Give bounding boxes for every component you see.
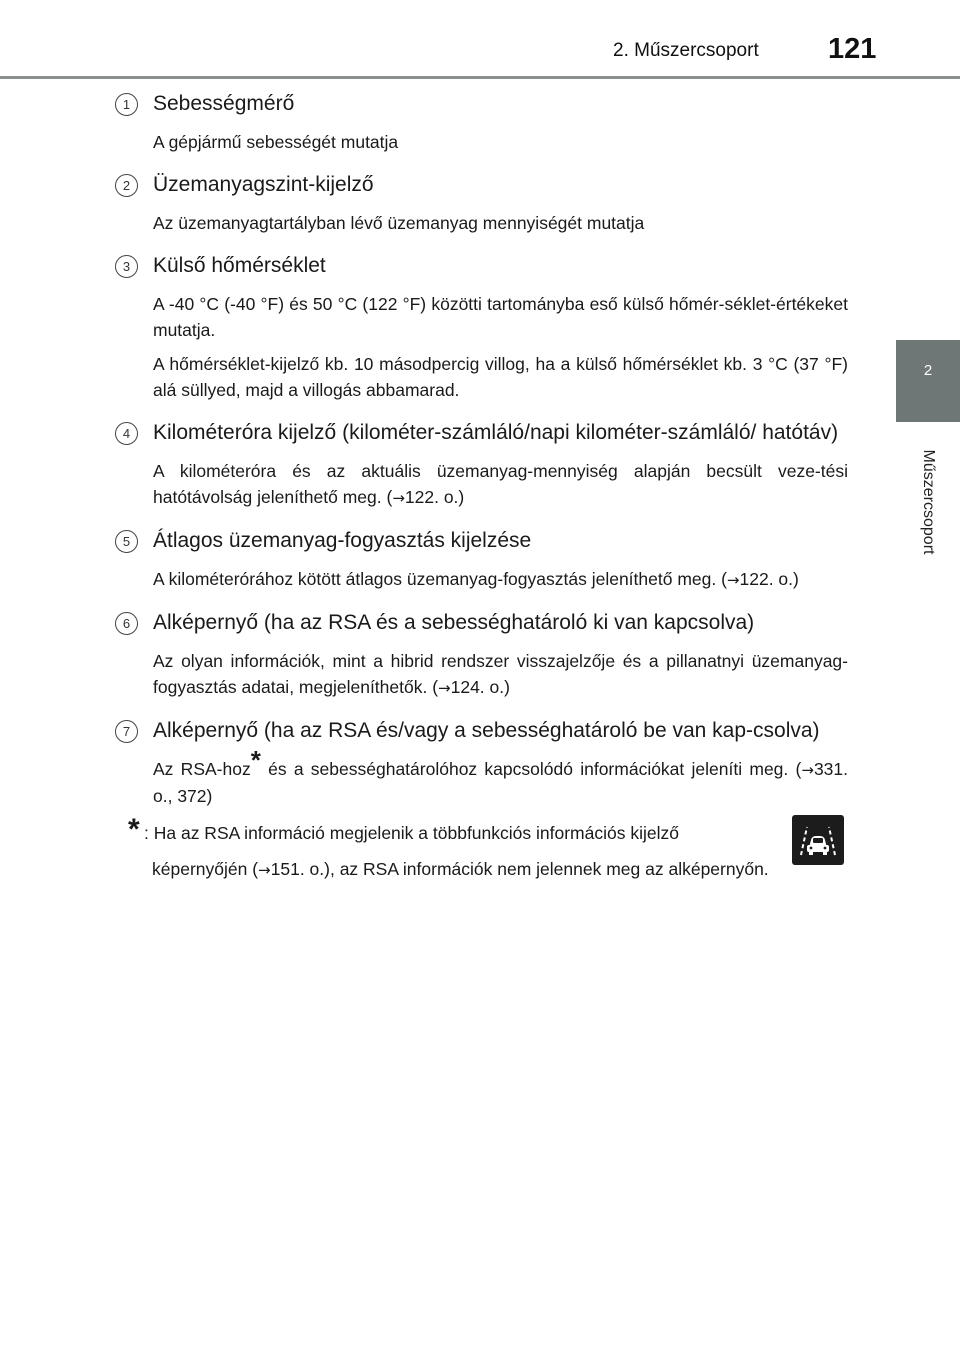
page-reference-link[interactable]: 331. o., 372) bbox=[153, 759, 848, 806]
item-number-badge: 3 bbox=[115, 255, 138, 278]
arrow-icon: → bbox=[801, 761, 814, 779]
footnote-marker: * bbox=[250, 745, 261, 775]
footnote-star: * bbox=[128, 813, 140, 846]
arrow-icon: → bbox=[438, 679, 451, 697]
page-reference-link[interactable]: 122. o.) bbox=[739, 569, 799, 589]
item-title: Alképernyő (ha az RSA és/vagy a sebességhatároló be van kap-csolva) bbox=[153, 719, 820, 742]
item-description: A kilométerórához kötött átlagos üzemanyag-fogyasztás jeleníthető meg. (→122. o.) bbox=[153, 569, 799, 589]
header-section-title: 2. Műszercsoport bbox=[613, 40, 759, 61]
footnote bbox=[128, 815, 845, 888]
side-tab-label bbox=[896, 430, 960, 570]
footnote-line: : Ha az RSA információ megjelenik a többfunkciós információs kijelző bbox=[144, 823, 679, 843]
item-number-badge: 2 bbox=[115, 174, 138, 197]
footnote-body: képernyőjén (→151. o.), az RSA információk nem jelennek meg az alképernyőn. bbox=[152, 859, 769, 879]
item-description: A -40 °C (-40 °F) és 50 °C (122 °F) közötti tartományba eső külső hőmér-séklet-értékeket mutatja. bbox=[153, 294, 848, 340]
side-tab-label-text: Műszercsoport bbox=[920, 449, 937, 555]
side-tab-number: 2 bbox=[896, 340, 960, 422]
item-description: Az RSA-hoz* és a sebességhatárolóhoz kapcsolódó információkat jeleníti meg. (→331. o., 372) bbox=[153, 745, 848, 806]
list-item bbox=[115, 417, 848, 511]
item-description: A gépjármű sebességét mutatja bbox=[153, 132, 399, 152]
item-number-badge: 5 bbox=[115, 530, 138, 553]
page-number: 121 bbox=[828, 33, 877, 65]
item-title: Átlagos üzemanyag-fogyasztás kijelzése bbox=[153, 529, 532, 552]
item-description: Az üzemanyagtartályban lévő üzemanyag mennyiségét mutatja bbox=[153, 213, 645, 233]
list-item bbox=[115, 250, 848, 403]
item-title: Alképernyő (ha az RSA és a sebességhatároló ki van kapcsolva) bbox=[153, 611, 755, 634]
item-title: Sebességmérő bbox=[153, 92, 295, 115]
arrow-icon: → bbox=[392, 489, 405, 507]
item-number-badge: 1 bbox=[115, 93, 138, 116]
item-number-badge: 4 bbox=[115, 422, 138, 445]
list-item bbox=[115, 169, 848, 236]
lane-car-icon bbox=[792, 815, 844, 865]
list-item bbox=[115, 88, 848, 155]
header-rule bbox=[0, 76, 960, 79]
list-item bbox=[115, 525, 848, 593]
list-item bbox=[115, 715, 848, 809]
item-number-badge: 7 bbox=[115, 720, 138, 743]
item-number-badge: 6 bbox=[115, 612, 138, 635]
item-title: Kilométeróra kijelző (kilométer-számláló/napi kilométer-számláló/ hatótáv) bbox=[153, 421, 839, 444]
item-description: A kilométeróra és az aktuális üzemanyag-mennyiség alapján becsült veze-tési hatótávolság jeleníthető meg. (→122. o.) bbox=[153, 461, 848, 507]
item-description: A hőmérséklet-kijelző kb. 10 másodpercig villog, ha a külső hőmérséklet kb. 3 °C (37 °F) alá süllyed, majd a villogás abbamarad. bbox=[153, 354, 848, 400]
page-reference-link[interactable]: 122. o.) bbox=[404, 487, 465, 507]
page-reference-link[interactable]: 151. o.), az RSA információk nem jelennek meg az alképernyőn. bbox=[270, 859, 769, 879]
item-title: Üzemanyagszint-kijelző bbox=[153, 173, 374, 196]
list-item bbox=[115, 607, 848, 701]
item-title: Külső hőmérséklet bbox=[153, 254, 326, 277]
page-reference-link[interactable]: 124. o.) bbox=[450, 677, 510, 697]
item-description: Az olyan információk, mint a hibrid rendszer visszajelzője és a pillanatnyi üzemanyag-fogyasztás adatai, megjeleníthetők. (→124. o.) bbox=[153, 651, 848, 697]
arrow-icon: → bbox=[258, 861, 271, 879]
item-list bbox=[115, 88, 848, 809]
arrow-icon: → bbox=[726, 571, 740, 589]
